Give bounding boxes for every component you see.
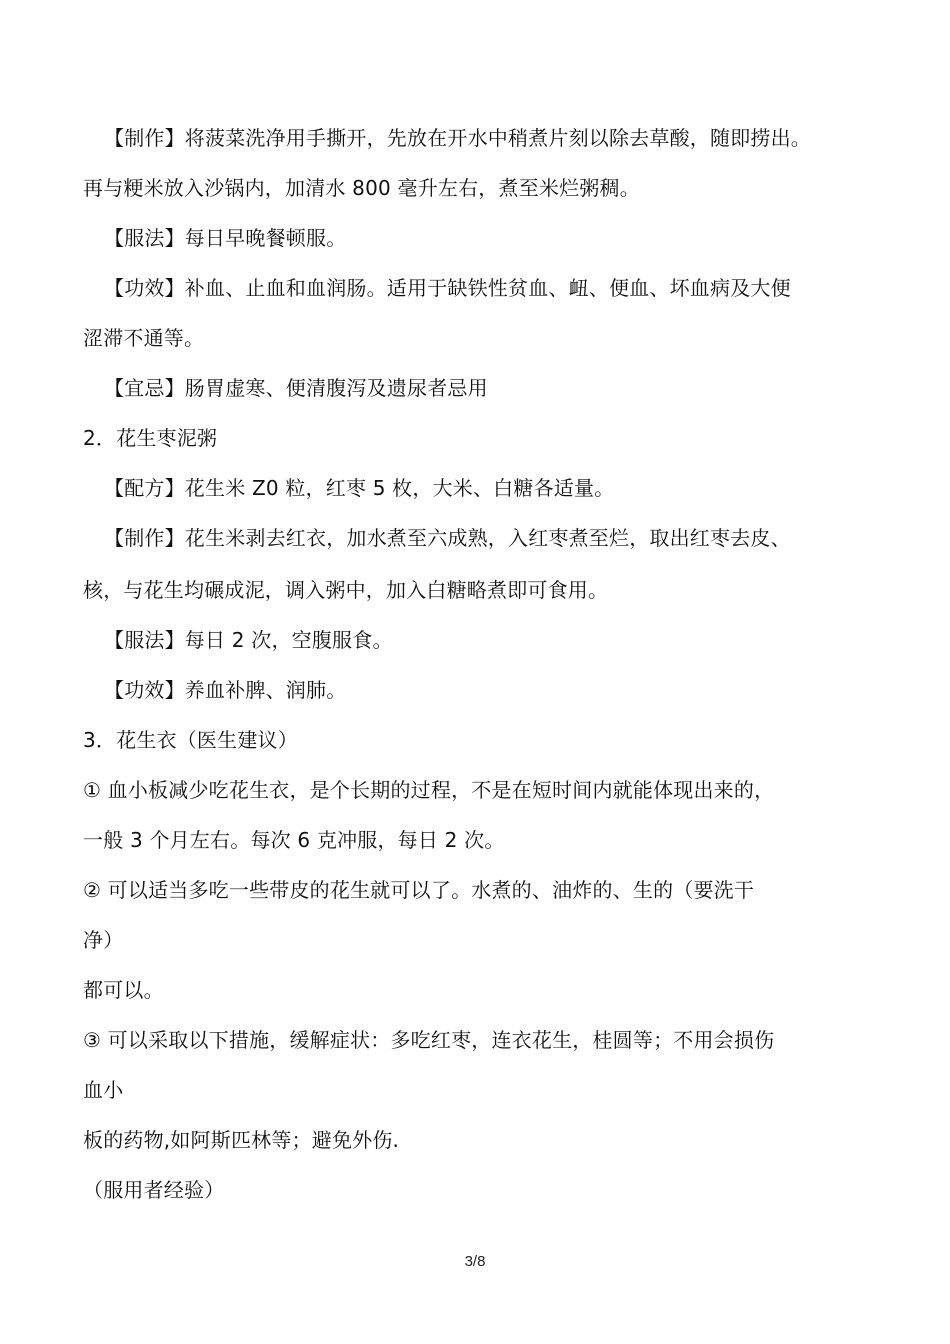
- section-heading: 2．花生枣泥粥: [83, 426, 218, 450]
- page-number: 3/8: [464, 1253, 486, 1270]
- text-line: 核，与花生均碾成泥，调入粥中，加入白糖略煮即可食用。: [83, 578, 609, 602]
- text-line: 血小: [83, 1078, 124, 1102]
- text-line: 【宜忌】肠胃虚寒、便清腹泻及遗尿者忌用: [104, 376, 488, 400]
- text-line: 【制作】花生米剥去红衣，加水煮至六成熟，入红枣煮至烂，取出红枣去皮、: [104, 526, 791, 550]
- text-line: 涩滞不通等。: [83, 326, 205, 350]
- text-line: 【功效】补血、止血和血润肠。适用于缺铁性贫血、衄、便血、坏血病及大便: [104, 276, 791, 300]
- text-line: 【服法】每日 2 次，空腹服食。: [104, 628, 393, 652]
- text-line: 一般 3 个月左右。每次 6 克冲服，每日 2 次。: [83, 828, 505, 852]
- text-line: 再与粳米放入沙锅内，加清水 800 毫升左右，煮至米烂粥稠。: [83, 176, 640, 200]
- text-line: ③ 可以采取以下措施，缓解症状：多吃红枣，连衣花生，桂圆等；不用会损伤: [83, 1028, 775, 1052]
- text-line: 【配方】花生米 Z0 粒，红枣 5 枚，大米、白糖各适量。: [104, 476, 615, 500]
- text-line: 净）: [83, 928, 124, 952]
- text-line: 【服法】每日早晚餐顿服。: [104, 226, 347, 250]
- text-line: 板的药物,如阿斯匹林等；避免外伤.: [83, 1128, 400, 1152]
- text-line: 都可以。: [83, 978, 164, 1002]
- text-line: 【制作】将菠菜洗净用手撕开，先放在开水中稍煮片刻以除去草酸，随即捞出。: [104, 126, 811, 150]
- text-line: （服用者经验）: [83, 1178, 225, 1202]
- text-line: ② 可以适当多吃一些带皮的花生就可以了。水煮的、油炸的、生的（要洗干: [83, 878, 755, 902]
- text-line: 【功效】养血补脾、润肺。: [104, 678, 347, 702]
- text-line: ① 血小板减少吃花生衣，是个长期的过程，不是在短时间内就能体现出来的，: [83, 778, 775, 802]
- section-heading: 3．花生衣（医生建议）: [83, 728, 298, 752]
